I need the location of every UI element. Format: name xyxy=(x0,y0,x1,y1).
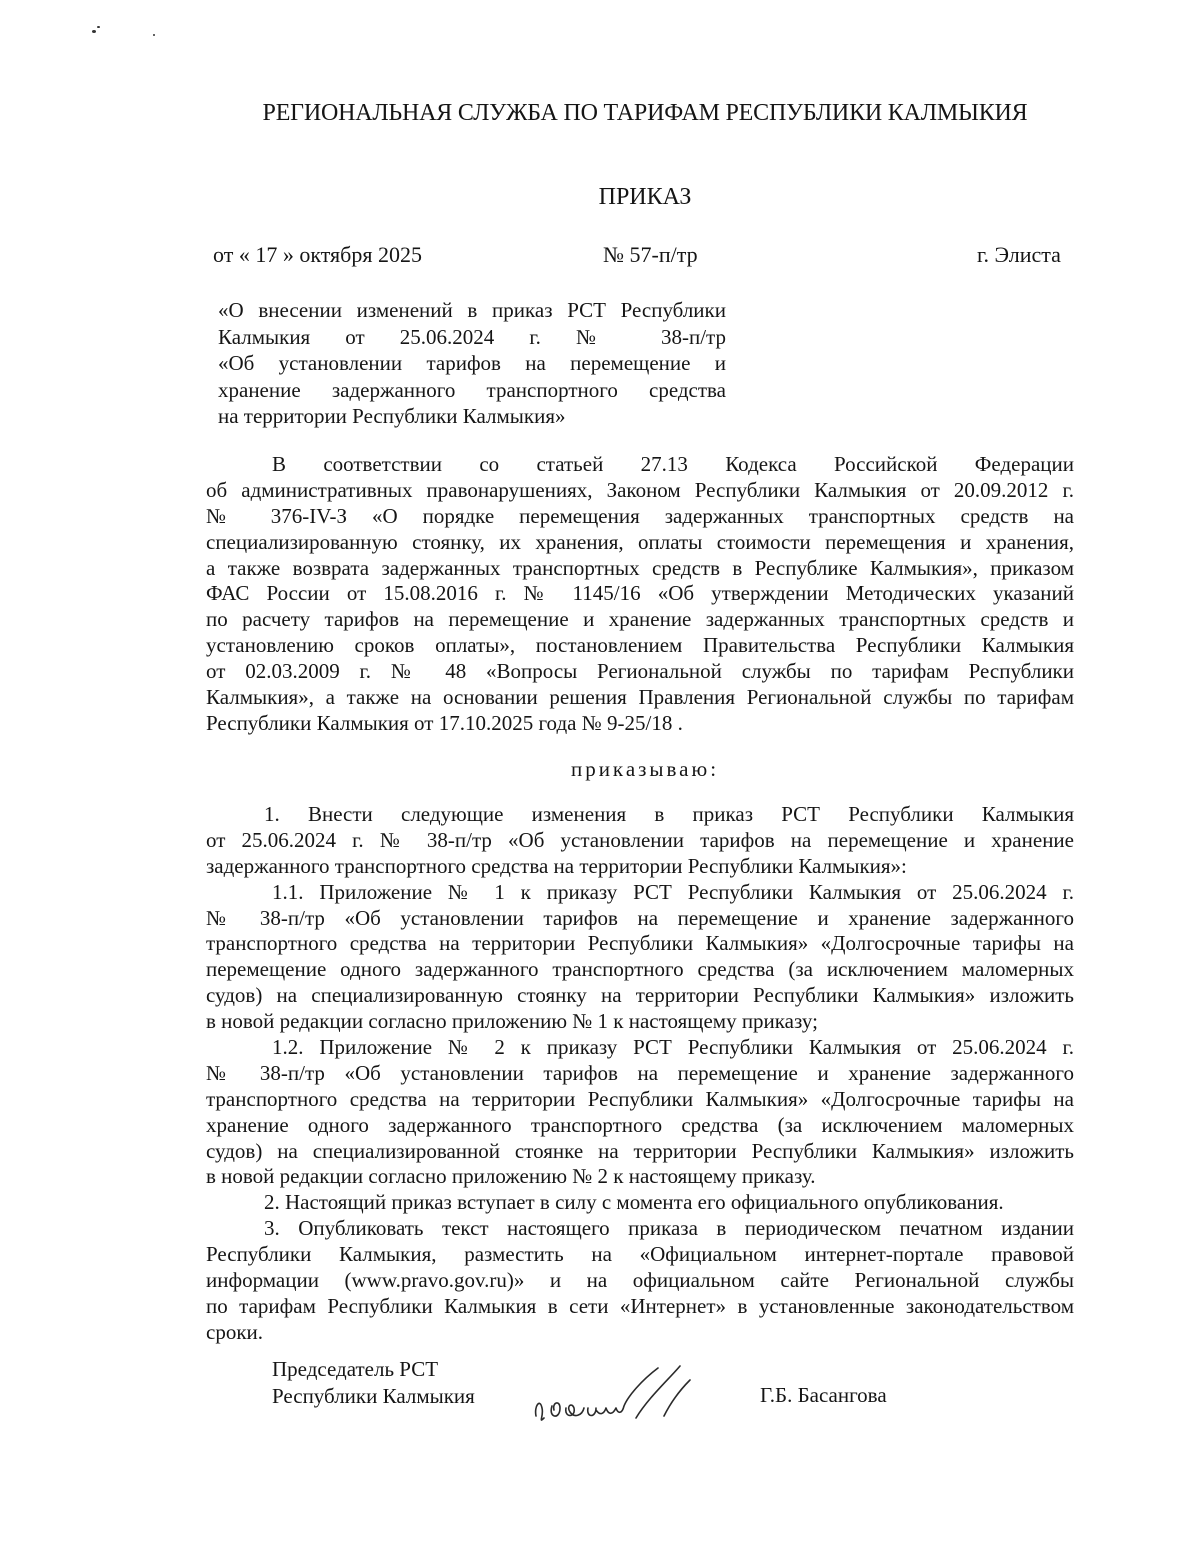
item-1-1-line: перемещение одного задержанного транспортного средства (за исключением маломерных xyxy=(206,957,1074,982)
item-1-1-line: 1.1. Приложение № 1 к приказу РСТ Республики Калмыкия от 25.06.2024 г. xyxy=(272,879,1074,904)
preamble-line: установлению сроков оплаты», постановлением Правительства Республики Калмыкия xyxy=(206,633,1074,658)
subject-line: Калмыкия от 25.06.2024 г. № 38-п/тр xyxy=(218,324,726,349)
preamble-line: а также возврата задержанных транспортных средств в Республике Калмыкия», приказом xyxy=(206,555,1074,580)
preamble xyxy=(206,452,1074,737)
organization-name: РЕГИОНАЛЬНАЯ СЛУЖБА ПО ТАРИФАМ РЕСПУБЛИКИ КАЛМЫКИЯ xyxy=(262,100,1028,126)
preamble-line: № 376-IV-З «О порядке перемещения задержанных транспортных средств на xyxy=(206,503,1074,528)
order-subject xyxy=(218,297,726,430)
signatory-position-line: Председатель РСТ xyxy=(272,1357,439,1381)
order-date: от « 17 » октября 2025 xyxy=(213,242,422,267)
preamble-line: Калмыкия», а также на основании решения Правления Региональной службы по тарифам xyxy=(206,685,1074,710)
subject-line: «О внесении изменений в приказ РСТ Республики xyxy=(218,298,726,322)
item-3-line: 3. Опубликовать текст настоящего приказа в периодическом печатном издании xyxy=(264,1216,1074,1241)
item-1-2-line: 1.2. Приложение № 2 к приказу РСТ Республики Калмыкия от 25.06.2024 г. xyxy=(272,1035,1074,1060)
preamble-line: специализированную стоянку, их хранения, оплаты стоимости перемещения и хранения, xyxy=(206,529,1074,554)
item-1-2-line: № 38-п/тр «Об установлении тарифов на перемещение и хранение задержанного xyxy=(206,1060,1074,1085)
order-word: приказываю: xyxy=(570,757,720,781)
subject-line: на территории Республики Калмыкия» xyxy=(218,404,566,428)
preamble-line: ФАС России от 15.08.2016 г. № 1145/16 «Об утверждении Методических указаний xyxy=(206,581,1074,606)
item-1-2-line: хранение одного задержанного транспортного средства (за исключением маломерных xyxy=(206,1112,1074,1137)
subject-line: хранение задержанного транспортного средства xyxy=(218,377,726,402)
order-city: г. Элиста xyxy=(977,242,1061,267)
item-3-line: информации (www.pravo.gov.ru)» и на официальном сайте Региональной службы xyxy=(206,1268,1074,1293)
item-1-2-line: в новой редакции согласно приложению № 2 к настоящему приказу. xyxy=(206,1164,816,1189)
scan-speck xyxy=(92,30,96,33)
scan-speck xyxy=(97,26,100,28)
item-3-line: по тарифам Республики Калмыкия в сети «Интернет» в установленные законодательством xyxy=(206,1293,1074,1318)
preamble-line: об административных правонарушениях, Законом Республики Калмыкия от 20.09.2012 г. xyxy=(206,477,1074,502)
signatory-name: Г.Б. Басангова xyxy=(760,1383,887,1407)
item-1-line: от 25.06.2024 г. № 38-п/тр «Об установлении тарифов на перемещение и хранение xyxy=(206,827,1074,852)
item-1-line: задержанного транспортного средства на территории Республики Калмыкия»: xyxy=(206,853,907,878)
item-1-2-line: судов) на специализированной стоянке на территории Республики Калмыкия» изложить xyxy=(206,1138,1074,1163)
subject-line: «Об установлении тарифов на перемещение и xyxy=(218,351,726,375)
handwritten-signature xyxy=(530,1358,730,1428)
item-1-1-line: транспортного средства на территории Республики Калмыкия» «Долгосрочные тарифы на xyxy=(206,931,1074,956)
item-1-1-line: № 38-п/тр «Об установлении тарифов на перемещение и хранение задержанного xyxy=(206,905,1074,930)
signatory-position xyxy=(272,1356,475,1410)
order-number: № 57-п/тр xyxy=(603,242,698,267)
preamble-line: от 02.03.2009 г. № 48 «Вопросы Региональной службы по тарифам Республики xyxy=(206,659,1074,684)
preamble-line: В соответствии со статьей 27.13 Кодекса Российской Федерации xyxy=(272,452,1074,476)
item-1-2-line: транспортного средства на территории Республики Калмыкия» «Долгосрочные тарифы на xyxy=(206,1086,1074,1111)
item-1-line: 1. Внести следующие изменения в приказ РСТ Республики Калмыкия xyxy=(264,802,1074,826)
item-1-1-line: в новой редакции согласно приложению № 1 к настоящему приказу; xyxy=(206,1009,818,1034)
preamble-line: по расчету тарифов на перемещение и хранение задержанных транспортных средств и xyxy=(206,607,1074,632)
item-2-line: 2. Настоящий приказ вступает в силу с момента его официального опубликования. xyxy=(264,1190,1004,1215)
item-1-1-line: судов) на специализированную стоянку на территории Республики Калмыкия» изложить xyxy=(206,983,1074,1008)
item-3-line: Республики Калмыкия, разместить на «Официальном интернет-портале правовой xyxy=(206,1242,1074,1267)
item-3-line: сроки. xyxy=(206,1319,264,1344)
document-type: ПРИКАЗ xyxy=(598,184,692,210)
signatory-position-line: Республики Калмыкия xyxy=(272,1384,475,1408)
preamble-line: Республики Калмыкия от 17.10.2025 года № 9-25/18 . xyxy=(206,710,683,735)
scan-speck xyxy=(153,34,155,36)
order-items xyxy=(206,802,1074,1346)
